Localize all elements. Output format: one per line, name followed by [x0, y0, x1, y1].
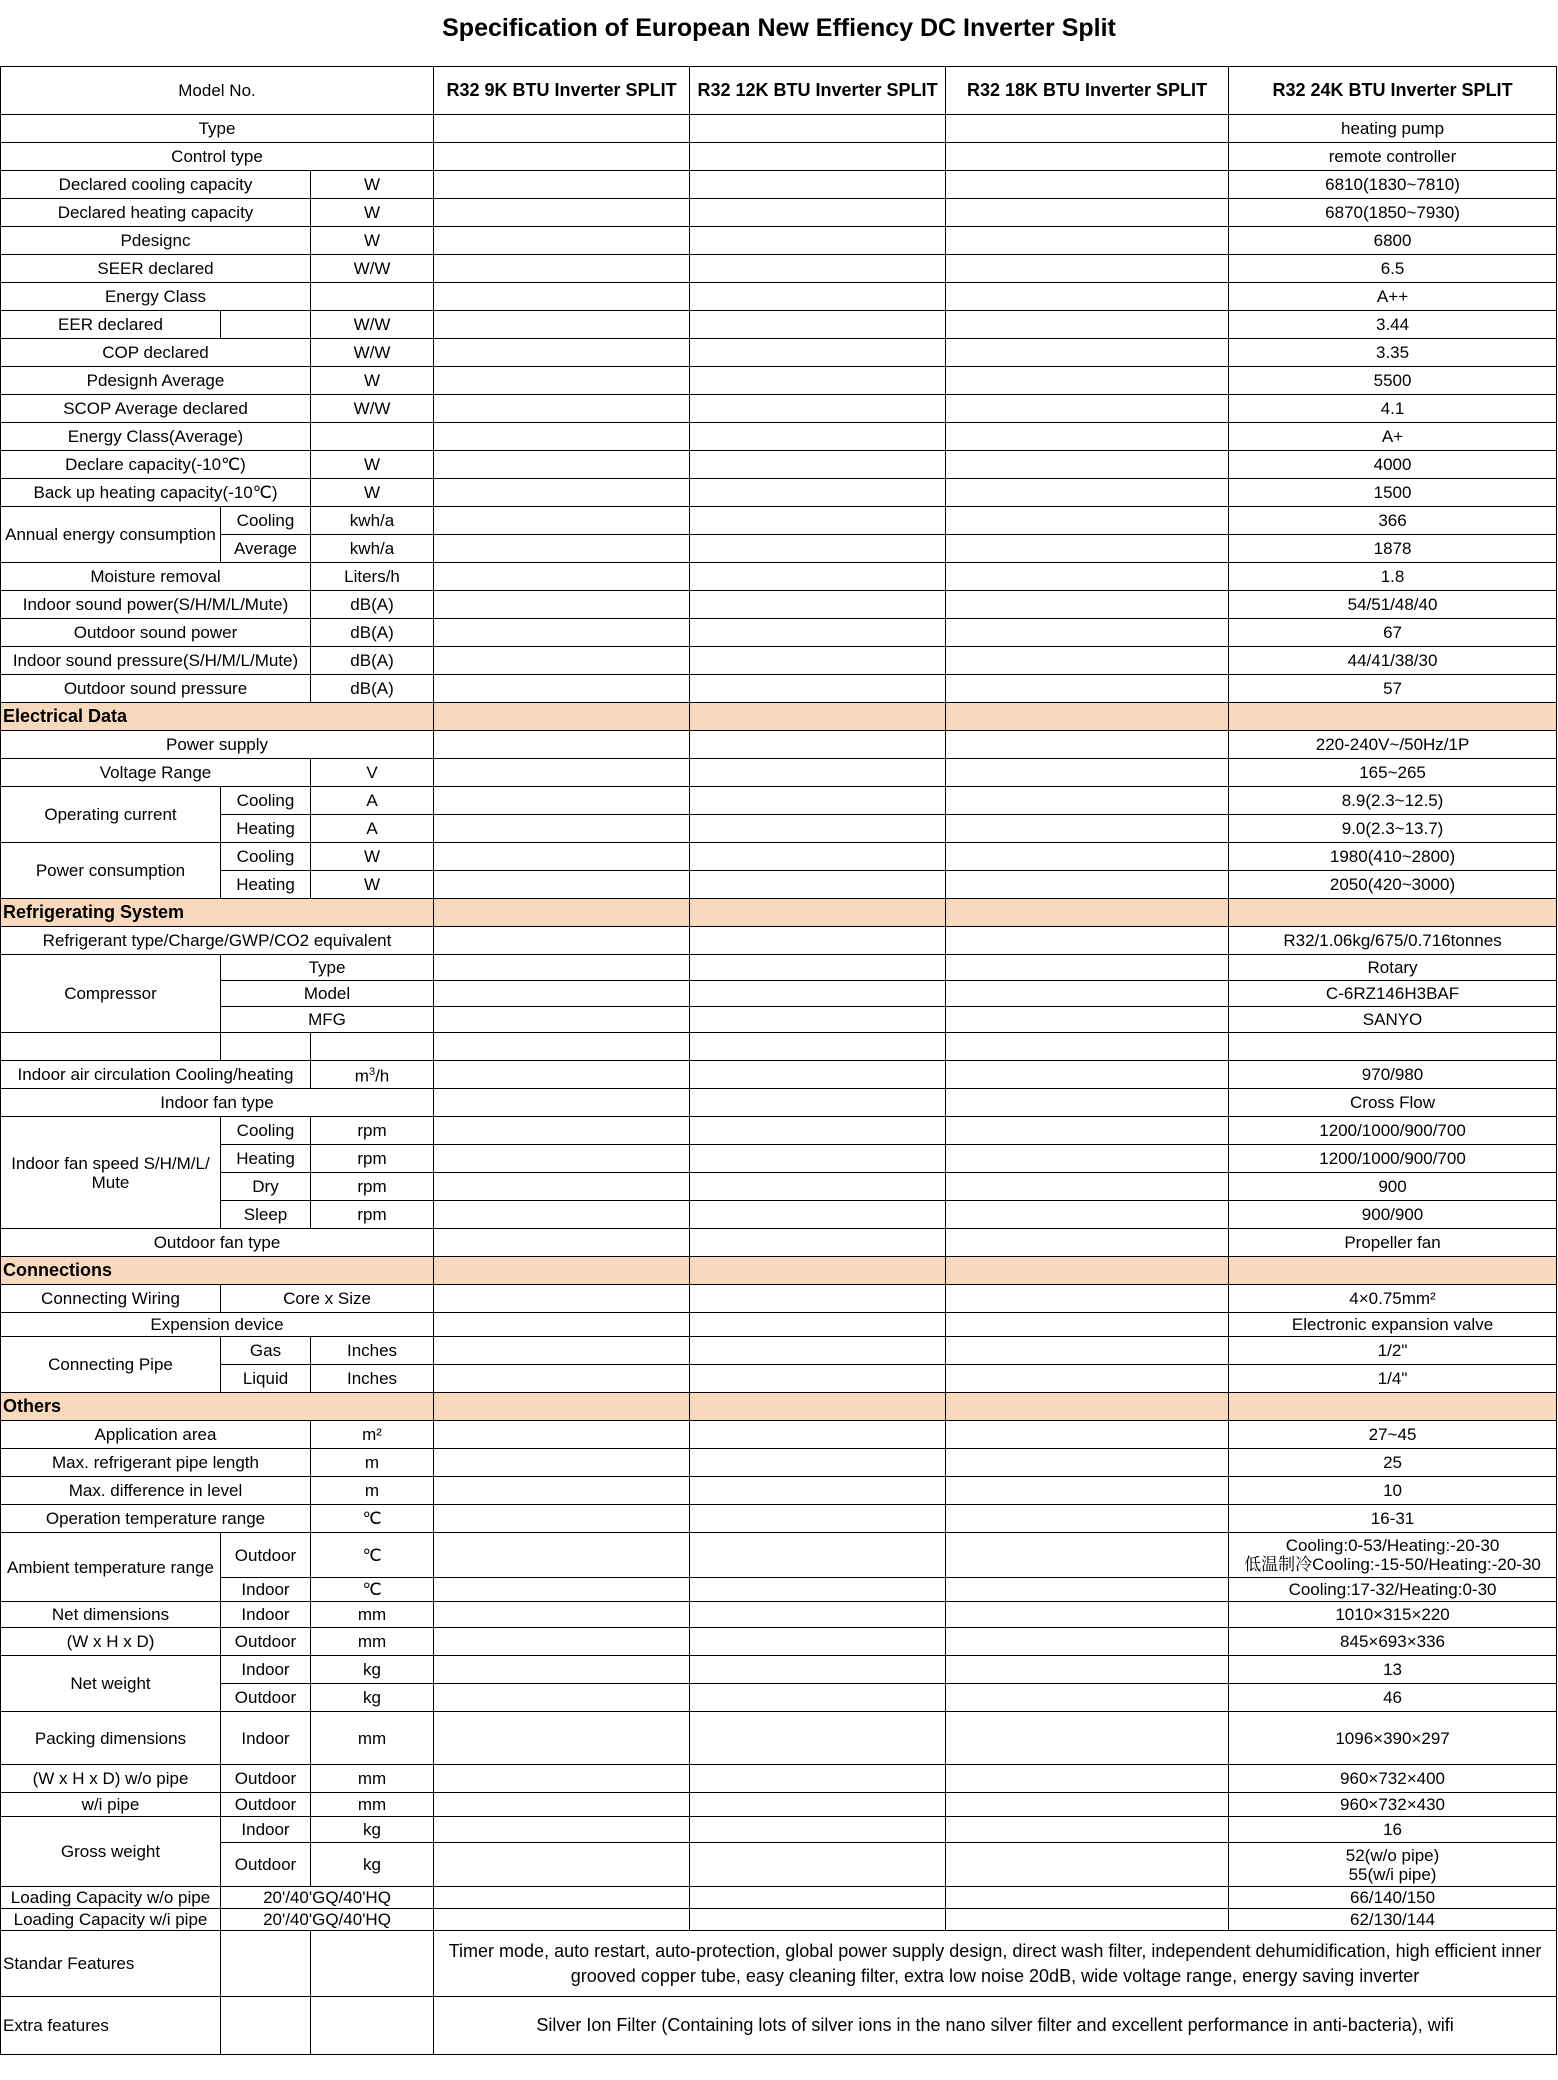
row-label: Declare capacity(-10℃)	[1, 451, 311, 479]
sub-label: Cooling	[221, 787, 311, 815]
spec-value: 1/4"	[1229, 1365, 1557, 1393]
unit: A	[311, 787, 434, 815]
spec-value: 960×732×400	[1229, 1765, 1557, 1793]
spec-value: 6800	[1229, 227, 1557, 255]
spec-value: A++	[1229, 283, 1557, 311]
unit: rpm	[311, 1201, 434, 1229]
unit: W/W	[311, 339, 434, 367]
gross-weight-line2: 55(w/i pipe)	[1348, 1864, 1437, 1884]
row-label: Indoor fan speed S/H/M/L/ Mute	[1, 1117, 221, 1229]
sub-label: Outdoor	[221, 1843, 311, 1887]
row-label: Back up heating capacity(-10℃)	[1, 479, 311, 507]
sub-label: Indoor	[221, 1578, 311, 1602]
sub-label: 20'/40'GQ/40'HQ	[221, 1909, 434, 1931]
sub-label: Cooling	[221, 843, 311, 871]
standard-features-text: Timer mode, auto restart, auto-protection, global power supply design, direct wash filter, independent dehumidification, high efficient inner grooved copper tube, easy cleaning filter, extra low noise 20dB, wide voltage range, energy saving inverter	[434, 1931, 1557, 1997]
ambient-outdoor-line2: 低温制冷Cooling:-15-50/Heating:-20-30	[1244, 1555, 1541, 1574]
sub-label: Heating	[221, 815, 311, 843]
spec-value: 366	[1229, 507, 1557, 535]
unit: dB(A)	[311, 619, 434, 647]
unit: kg	[311, 1656, 434, 1684]
unit-sup: 3	[368, 1066, 376, 1079]
row-label: Energy Class	[1, 283, 311, 311]
sub-label: Outdoor	[221, 1533, 311, 1578]
row-label: Type	[1, 115, 434, 143]
row-label: Outdoor sound power	[1, 619, 311, 647]
row-label: Ambient temperature range	[1, 1533, 221, 1602]
row-label: Net weight	[1, 1656, 221, 1712]
spec-value: Cross Flow	[1229, 1089, 1557, 1117]
spec-value	[1229, 1843, 1557, 1887]
row-label: Pdesignh Average	[1, 367, 311, 395]
row-label: Connecting Pipe	[1, 1337, 221, 1393]
spec-value: 6870(1850~7930)	[1229, 199, 1557, 227]
unit: mm	[311, 1793, 434, 1817]
unit: A	[311, 815, 434, 843]
spec-value: R32/1.06kg/675/0.716tonnes	[1229, 927, 1557, 955]
sub-label: Cooling	[221, 1117, 311, 1145]
spec-value: 16	[1229, 1817, 1557, 1843]
row-label: Power consumption	[1, 843, 221, 899]
row-label: Packing dimensions	[1, 1712, 221, 1765]
row-label: Declared heating capacity	[1, 199, 311, 227]
spec-value: 25	[1229, 1449, 1557, 1477]
row-label: Max. refrigerant pipe length	[1, 1449, 311, 1477]
sub-label: Outdoor	[221, 1628, 311, 1656]
sub-label: Sleep	[221, 1201, 311, 1229]
unit: W	[311, 199, 434, 227]
unit: Inches	[311, 1365, 434, 1393]
row-label: EER declared	[1, 311, 221, 339]
unit: kwh/a	[311, 507, 434, 535]
spec-value: 1500	[1229, 479, 1557, 507]
sub-label: Cooling	[221, 507, 311, 535]
sub-label: Indoor	[221, 1602, 311, 1628]
spec-value: 900	[1229, 1173, 1557, 1201]
row-label: Net dimensions	[1, 1602, 221, 1628]
sub-label: Core x Size	[221, 1285, 434, 1313]
row-label: Annual energy consumption	[1, 507, 221, 563]
spec-value: 8.9(2.3~12.5)	[1229, 787, 1557, 815]
sub-label: Heating	[221, 871, 311, 899]
spec-value: Electronic expansion valve	[1229, 1313, 1557, 1337]
unit: W	[311, 367, 434, 395]
sub-label: Model	[221, 981, 434, 1007]
unit: mm	[311, 1765, 434, 1793]
unit: Inches	[311, 1337, 434, 1365]
spec-value: 3.35	[1229, 339, 1557, 367]
spec-value: A+	[1229, 423, 1557, 451]
spec-value: 27~45	[1229, 1421, 1557, 1449]
row-label: Operating current	[1, 787, 221, 843]
section-header: Refrigerating System	[1, 899, 434, 927]
extra-features-text: Silver Ion Filter (Containing lots of silver ions in the nano silver filter and excellent performance in anti-bacteria), wifi	[434, 1997, 1557, 2055]
unit-tail: /h	[375, 1066, 390, 1086]
unit: kg	[311, 1817, 434, 1843]
spec-value: 4000	[1229, 451, 1557, 479]
spec-value: 57	[1229, 675, 1557, 703]
spec-value: 165~265	[1229, 759, 1557, 787]
spec-value: C-6RZ146H3BAF	[1229, 981, 1557, 1007]
unit: ℃	[311, 1533, 434, 1578]
spec-value: 5500	[1229, 367, 1557, 395]
spec-value: Cooling:17-32/Heating:0-30	[1229, 1578, 1557, 1602]
row-label: Power supply	[1, 731, 434, 759]
unit-base: m	[354, 1066, 369, 1086]
row-label: (W x H x D) w/o pipe	[1, 1765, 221, 1793]
unit: kg	[311, 1843, 434, 1887]
row-label: COP declared	[1, 339, 311, 367]
spec-value: 6810(1830~7810)	[1229, 171, 1557, 199]
row-label: Gross weight	[1, 1817, 221, 1887]
spec-value: 845×693×336	[1229, 1628, 1557, 1656]
unit: mm	[311, 1628, 434, 1656]
spec-value: remote controller	[1229, 143, 1557, 171]
unit: V	[311, 759, 434, 787]
sub-label: Outdoor	[221, 1765, 311, 1793]
model-header: R32 18K BTU Inverter SPLIT	[946, 67, 1229, 115]
unit: rpm	[311, 1145, 434, 1173]
row-label: (W x H x D)	[1, 1628, 221, 1656]
row-label: Voltage Range	[1, 759, 311, 787]
row-label: Loading Capacity w/o pipe	[1, 1887, 221, 1909]
unit	[311, 1061, 434, 1089]
spec-value: 44/41/38/30	[1229, 647, 1557, 675]
spec-value: 16-31	[1229, 1505, 1557, 1533]
row-label: Indoor fan type	[1, 1089, 434, 1117]
spec-value: 220-240V~/50Hz/1P	[1229, 731, 1557, 759]
row-label: Max. difference in level	[1, 1477, 311, 1505]
blank-cell	[1, 1033, 221, 1061]
spec-value: 1200/1000/900/700	[1229, 1117, 1557, 1145]
spec-value: heating pump	[1229, 115, 1557, 143]
spec-value: Rotary	[1229, 955, 1557, 981]
sub-label: Type	[221, 955, 434, 981]
spec-value: 10	[1229, 1477, 1557, 1505]
unit: ℃	[311, 1578, 434, 1602]
row-label: Expension device	[1, 1313, 434, 1337]
spec-value: 66/140/150	[1229, 1887, 1557, 1909]
spec-value: 1010×315×220	[1229, 1602, 1557, 1628]
unit: rpm	[311, 1173, 434, 1201]
spec-value: 2050(420~3000)	[1229, 871, 1557, 899]
unit: kg	[311, 1684, 434, 1712]
sub-label: Indoor	[221, 1712, 311, 1765]
unit: Liters/h	[311, 563, 434, 591]
unit: dB(A)	[311, 647, 434, 675]
row-label: Indoor sound power(S/H/M/L/Mute)	[1, 591, 311, 619]
spec-value: 970/980	[1229, 1061, 1557, 1089]
spec-value: Propeller fan	[1229, 1229, 1557, 1257]
model-no-label: Model No.	[1, 67, 434, 115]
model-header: R32 12K BTU Inverter SPLIT	[690, 67, 946, 115]
spec-value: 62/130/144	[1229, 1909, 1557, 1931]
sub-label: Indoor	[221, 1817, 311, 1843]
sub-label: Average	[221, 535, 311, 563]
unit: W/W	[311, 255, 434, 283]
spec-table	[0, 66, 1557, 2055]
spec-value: 1980(410~2800)	[1229, 843, 1557, 871]
spec-value: 4×0.75mm²	[1229, 1285, 1557, 1313]
page-title: Specification of European New Effiency DC Inverter Split	[442, 14, 1116, 42]
spec-value: 9.0(2.3~13.7)	[1229, 815, 1557, 843]
section-header: Others	[1, 1393, 434, 1421]
spec-value: 960×732×430	[1229, 1793, 1557, 1817]
spec-value: 6.5	[1229, 255, 1557, 283]
ambient-outdoor-line1: Cooling:0-53/Heating:-20-30	[1285, 1536, 1500, 1555]
spec-value: 1200/1000/900/700	[1229, 1145, 1557, 1173]
unit: m	[311, 1449, 434, 1477]
row-label: Indoor sound pressure(S/H/M/L/Mute)	[1, 647, 311, 675]
unit: W	[311, 227, 434, 255]
row-label: Refrigerant type/Charge/GWP/CO2 equivalent	[1, 927, 434, 955]
unit: rpm	[311, 1117, 434, 1145]
unit: dB(A)	[311, 591, 434, 619]
section-header: Electrical Data	[1, 703, 434, 731]
row-label: Application area	[1, 1421, 311, 1449]
unit: m²	[311, 1421, 434, 1449]
spec-value: 1878	[1229, 535, 1557, 563]
section-header: Connections	[1, 1257, 434, 1285]
sub-label: Outdoor	[221, 1684, 311, 1712]
row-label: Extra features	[1, 1997, 221, 2055]
spec-value: 3.44	[1229, 311, 1557, 339]
sub-label: 20'/40'GQ/40'HQ	[221, 1887, 434, 1909]
row-label: Outdoor fan type	[1, 1229, 434, 1257]
spec-value: 46	[1229, 1684, 1557, 1712]
row-label: Indoor air circulation Cooling/heating	[1, 1061, 311, 1089]
unit: W	[311, 171, 434, 199]
spec-value: 1096×390×297	[1229, 1712, 1557, 1765]
unit: m	[311, 1477, 434, 1505]
sub-label: Liquid	[221, 1365, 311, 1393]
sub-label: Heating	[221, 1145, 311, 1173]
row-label: Moisture removal	[1, 563, 311, 591]
spec-value	[1229, 1533, 1557, 1578]
model-header: R32 9K BTU Inverter SPLIT	[434, 67, 690, 115]
sub-label: Dry	[221, 1173, 311, 1201]
spec-value: 1.8	[1229, 563, 1557, 591]
unit: W	[311, 479, 434, 507]
sub-label: MFG	[221, 1007, 434, 1033]
row-label: Connecting Wiring	[1, 1285, 221, 1313]
unit: mm	[311, 1602, 434, 1628]
unit: W/W	[311, 311, 434, 339]
row-label: SCOP Average declared	[1, 395, 311, 423]
unit: mm	[311, 1712, 434, 1765]
row-label: Declared cooling capacity	[1, 171, 311, 199]
row-label: w/i pipe	[1, 1793, 221, 1817]
sub-label: Indoor	[221, 1656, 311, 1684]
spec-value: 13	[1229, 1656, 1557, 1684]
row-label: Loading Capacity w/i pipe	[1, 1909, 221, 1931]
row-label: Outdoor sound pressure	[1, 675, 311, 703]
spec-value: SANYO	[1229, 1007, 1557, 1033]
unit: dB(A)	[311, 675, 434, 703]
row-label: SEER declared	[1, 255, 311, 283]
unit: kwh/a	[311, 535, 434, 563]
gross-weight-line1: 52(w/o pipe)	[1345, 1845, 1440, 1865]
row-label: Compressor	[1, 955, 221, 1033]
unit: W	[311, 843, 434, 871]
spec-value: 67	[1229, 619, 1557, 647]
unit: W	[311, 451, 434, 479]
unit: W/W	[311, 395, 434, 423]
row-label: Operation temperature range	[1, 1505, 311, 1533]
row-label: Control type	[1, 143, 434, 171]
sub-label: Gas	[221, 1337, 311, 1365]
row-label: Pdesignc	[1, 227, 311, 255]
sub-label: Outdoor	[221, 1793, 311, 1817]
spec-value: 900/900	[1229, 1201, 1557, 1229]
unit: W	[311, 871, 434, 899]
row-label: Standar Features	[1, 1931, 221, 1997]
spec-value: 4.1	[1229, 395, 1557, 423]
spec-value: 1/2"	[1229, 1337, 1557, 1365]
unit: ℃	[311, 1505, 434, 1533]
row-label: Energy Class(Average)	[1, 423, 311, 451]
model-header: R32 24K BTU Inverter SPLIT	[1229, 67, 1557, 115]
spec-value: 54/51/48/40	[1229, 591, 1557, 619]
